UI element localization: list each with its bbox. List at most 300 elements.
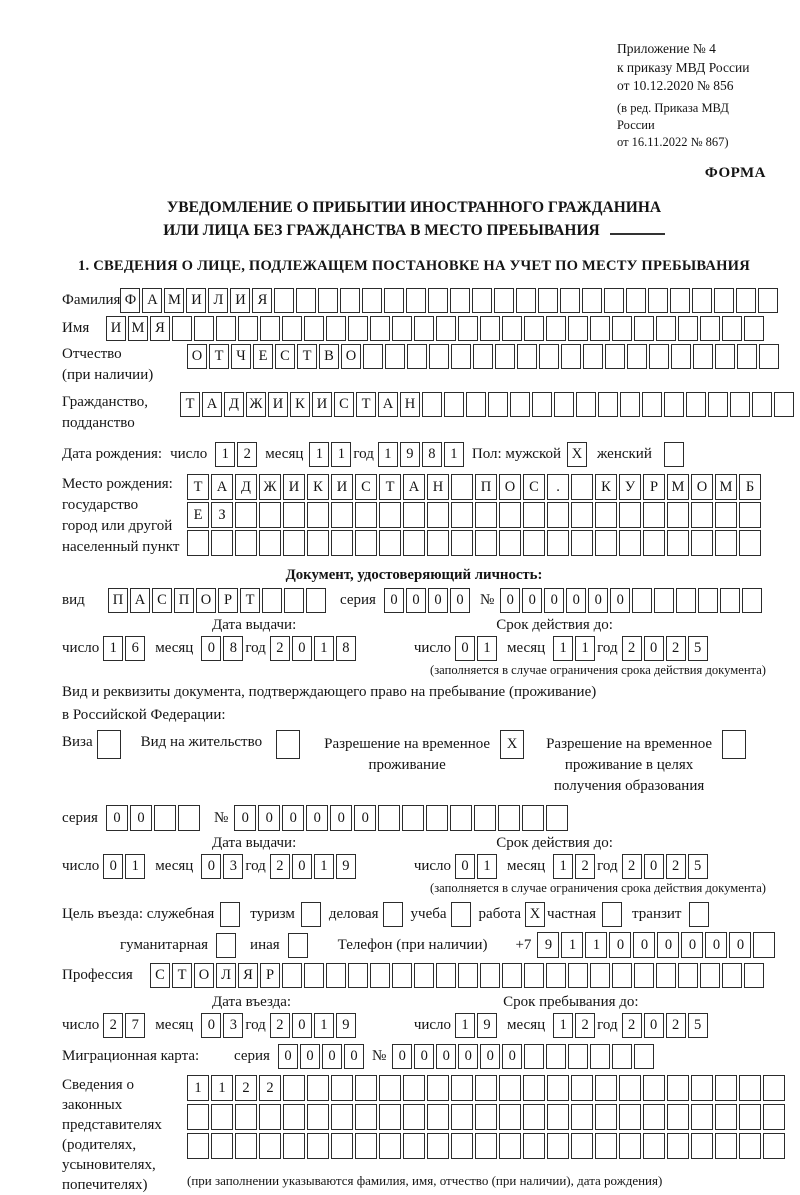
char-box[interactable] [331,1133,353,1159]
char-box[interactable] [583,344,603,369]
char-box[interactable]: 0 [633,932,655,958]
char-box[interactable] [691,1133,713,1159]
char-box[interactable] [235,530,257,556]
char-box[interactable] [403,502,425,528]
char-box[interactable] [379,1133,401,1159]
char-box[interactable] [283,1104,305,1130]
char-box[interactable]: Л [216,963,236,988]
char-box[interactable] [547,1104,569,1130]
char-box[interactable] [211,1133,233,1159]
char-box[interactable] [235,502,257,528]
char-box[interactable] [510,392,530,417]
char-box[interactable]: Л [208,288,228,313]
char-box[interactable] [739,1133,761,1159]
char-box[interactable]: 8 [223,636,243,661]
char-box[interactable]: 9 [477,1013,497,1038]
char-box[interactable] [488,392,508,417]
char-box[interactable] [355,502,377,528]
char-box[interactable]: 2 [622,636,642,661]
char-box[interactable] [590,316,610,341]
char-box[interactable]: О [691,474,713,500]
char-box[interactable] [378,805,400,831]
char-box[interactable]: 0 [428,588,448,613]
char-box[interactable] [480,963,500,988]
char-box[interactable] [414,963,434,988]
char-box[interactable] [634,1044,654,1069]
char-box[interactable]: О [187,344,207,369]
char-box[interactable] [730,392,750,417]
char-box[interactable] [568,963,588,988]
char-box[interactable] [414,316,434,341]
char-box[interactable]: 1 [314,636,334,661]
char-box[interactable] [693,344,713,369]
char-box[interactable] [451,1104,473,1130]
char-box[interactable] [406,288,426,313]
char-box[interactable] [664,392,684,417]
char-box[interactable] [451,502,473,528]
char-box[interactable]: 5 [688,636,708,661]
char-box[interactable] [451,1133,473,1159]
char-box[interactable]: И [312,392,332,417]
char-box[interactable]: М [667,474,689,500]
char-box[interactable] [620,392,640,417]
char-box[interactable]: 0 [544,588,564,613]
char-box[interactable]: Т [172,963,192,988]
char-box[interactable] [722,963,742,988]
char-box[interactable]: 0 [610,588,630,613]
char-box[interactable] [691,1104,713,1130]
char-box[interactable] [763,1075,785,1101]
char-box[interactable]: А [130,588,150,613]
char-box[interactable]: 2 [622,1013,642,1038]
char-box[interactable] [282,963,302,988]
char-box[interactable]: 2 [270,1013,290,1038]
char-box[interactable] [532,392,552,417]
char-box[interactable] [474,805,496,831]
char-box[interactable] [546,1044,566,1069]
char-box[interactable]: 9 [336,854,356,879]
char-box[interactable]: 2 [237,442,257,467]
char-box[interactable] [259,530,281,556]
char-box[interactable] [331,1075,353,1101]
char-box[interactable] [715,530,737,556]
char-box[interactable]: 2 [622,854,642,879]
char-box[interactable] [306,588,326,613]
char-box[interactable] [296,288,316,313]
char-box[interactable] [187,1133,209,1159]
char-box[interactable]: 1 [575,636,595,661]
char-box[interactable] [499,502,521,528]
char-box[interactable] [670,288,690,313]
char-box[interactable]: 0 [201,1013,221,1038]
char-box[interactable]: О [341,344,361,369]
char-box[interactable]: С [334,392,354,417]
char-box[interactable]: 1 [585,932,607,958]
char-box[interactable]: К [595,474,617,500]
char-box[interactable] [97,730,121,759]
char-box[interactable] [619,1075,641,1101]
char-box[interactable] [678,316,698,341]
char-box[interactable] [458,963,478,988]
char-box[interactable] [154,805,176,831]
char-box[interactable] [619,530,641,556]
char-box[interactable] [649,344,669,369]
char-box[interactable]: Н [400,392,420,417]
char-box[interactable] [384,288,404,313]
char-box[interactable]: 8 [422,442,442,467]
char-box[interactable] [301,902,321,927]
char-box[interactable]: 9 [400,442,420,467]
char-box[interactable]: И [331,474,353,500]
char-box[interactable] [759,344,779,369]
char-box[interactable] [648,288,668,313]
char-box[interactable]: А [378,392,398,417]
char-box[interactable] [714,288,734,313]
char-box[interactable]: 1 [553,636,573,661]
char-box[interactable] [499,1133,521,1159]
char-box[interactable] [523,1133,545,1159]
char-box[interactable]: З [211,502,233,528]
char-box[interactable] [466,392,486,417]
char-box[interactable] [547,530,569,556]
char-box[interactable]: 1 [125,854,145,879]
char-box[interactable] [547,1133,569,1159]
char-box[interactable] [720,588,740,613]
char-box[interactable]: 1 [477,636,497,661]
char-box[interactable] [475,530,497,556]
char-box[interactable] [698,588,718,613]
char-box[interactable]: С [152,588,172,613]
char-box[interactable]: 2 [666,854,686,879]
char-box[interactable]: 2 [235,1075,257,1101]
char-box[interactable] [700,963,720,988]
char-box[interactable] [194,316,214,341]
char-box[interactable]: 1 [215,442,235,467]
char-box[interactable]: 3 [223,854,243,879]
char-box[interactable] [715,344,735,369]
char-box[interactable]: Ж [259,474,281,500]
char-box[interactable] [715,1133,737,1159]
char-box[interactable] [259,502,281,528]
char-box[interactable]: X [525,902,545,927]
char-box[interactable] [656,316,676,341]
char-box[interactable]: 0 [455,636,475,661]
char-box[interactable]: 0 [681,932,703,958]
char-box[interactable]: 0 [292,1013,312,1038]
char-box[interactable] [656,963,676,988]
char-box[interactable]: М [715,474,737,500]
char-box[interactable]: 9 [336,1013,356,1038]
char-box[interactable]: А [202,392,222,417]
char-box[interactable] [450,288,470,313]
char-box[interactable] [568,316,588,341]
char-box[interactable]: 0 [458,1044,478,1069]
char-box[interactable] [436,316,456,341]
char-box[interactable]: 0 [392,1044,412,1069]
char-box[interactable]: Б [739,474,761,500]
char-box[interactable] [259,1104,281,1130]
char-box[interactable]: 0 [644,854,664,879]
char-box[interactable] [274,288,294,313]
char-box[interactable] [283,530,305,556]
char-box[interactable] [235,1104,257,1130]
char-box[interactable] [595,1075,617,1101]
char-box[interactable] [739,1104,761,1130]
char-box[interactable]: 2 [259,1075,281,1101]
char-box[interactable] [691,530,713,556]
char-box[interactable]: Ж [246,392,266,417]
char-box[interactable]: 1 [553,1013,573,1038]
char-box[interactable] [619,1104,641,1130]
char-box[interactable]: 3 [223,1013,243,1038]
char-box[interactable] [627,344,647,369]
char-box[interactable]: Т [356,392,376,417]
char-box[interactable] [172,316,192,341]
char-box[interactable] [758,288,778,313]
char-box[interactable] [546,316,566,341]
char-box[interactable] [664,442,684,467]
char-box[interactable] [523,1075,545,1101]
char-box[interactable] [307,1104,329,1130]
char-box[interactable] [700,316,720,341]
char-box[interactable] [495,344,515,369]
char-box[interactable]: 0 [103,854,123,879]
char-box[interactable]: Д [224,392,244,417]
char-box[interactable] [499,1075,521,1101]
char-box[interactable] [612,1044,632,1069]
char-box[interactable] [739,530,761,556]
char-box[interactable] [304,316,324,341]
char-box[interactable]: Ф [120,288,140,313]
char-box[interactable] [547,1075,569,1101]
char-box[interactable] [547,502,569,528]
char-box[interactable] [355,1133,377,1159]
char-box[interactable] [475,502,497,528]
char-box[interactable]: 0 [406,588,426,613]
char-box[interactable] [715,1104,737,1130]
char-box[interactable] [451,344,471,369]
char-box[interactable]: 5 [688,854,708,879]
char-box[interactable]: 2 [575,1013,595,1038]
char-box[interactable] [516,288,536,313]
char-box[interactable] [348,316,368,341]
char-box[interactable] [475,1104,497,1130]
char-box[interactable] [667,530,689,556]
char-box[interactable] [595,502,617,528]
char-box[interactable] [331,1104,353,1130]
char-box[interactable]: Т [209,344,229,369]
char-box[interactable]: Р [260,963,280,988]
char-box[interactable]: 6 [125,636,145,661]
char-box[interactable]: 9 [537,932,559,958]
char-box[interactable] [634,316,654,341]
char-box[interactable]: 0 [344,1044,364,1069]
char-box[interactable] [427,1104,449,1130]
char-box[interactable]: 1 [553,854,573,879]
char-box[interactable] [403,530,425,556]
char-box[interactable]: 0 [609,932,631,958]
char-box[interactable]: У [619,474,641,500]
char-box[interactable] [576,392,596,417]
char-box[interactable] [554,392,574,417]
char-box[interactable] [602,902,622,927]
char-box[interactable]: 1 [331,442,351,467]
char-box[interactable]: 1 [314,854,334,879]
char-box[interactable] [667,1104,689,1130]
char-box[interactable]: Ч [231,344,251,369]
char-box[interactable] [689,902,709,927]
char-box[interactable]: 2 [666,1013,686,1038]
char-box[interactable]: 0 [502,1044,522,1069]
char-box[interactable]: 0 [384,588,404,613]
char-box[interactable] [502,316,522,341]
char-box[interactable]: И [186,288,206,313]
char-box[interactable]: П [108,588,128,613]
char-box[interactable] [763,1133,785,1159]
char-box[interactable] [307,530,329,556]
char-box[interactable] [539,344,559,369]
char-box[interactable] [774,392,794,417]
char-box[interactable] [744,316,764,341]
char-box[interactable]: К [307,474,329,500]
char-box[interactable]: А [211,474,233,500]
char-box[interactable] [444,392,464,417]
char-box[interactable] [590,963,610,988]
char-box[interactable]: 0 [300,1044,320,1069]
char-box[interactable]: 2 [270,854,290,879]
char-box[interactable] [480,316,500,341]
char-box[interactable] [626,288,646,313]
char-box[interactable] [667,1133,689,1159]
char-box[interactable] [187,1104,209,1130]
char-box[interactable] [216,933,236,958]
char-box[interactable] [752,392,772,417]
char-box[interactable] [427,502,449,528]
char-box[interactable] [451,1075,473,1101]
char-box[interactable] [259,1133,281,1159]
char-box[interactable] [763,1104,785,1130]
char-box[interactable] [475,1133,497,1159]
char-box[interactable] [355,1104,377,1130]
char-box[interactable]: О [196,588,216,613]
char-box[interactable] [634,963,654,988]
char-box[interactable]: Е [187,502,209,528]
char-box[interactable] [595,1104,617,1130]
char-box[interactable] [736,288,756,313]
char-box[interactable] [276,730,300,759]
char-box[interactable]: 0 [330,805,352,831]
char-box[interactable] [517,344,537,369]
char-box[interactable] [546,805,568,831]
char-box[interactable] [427,1133,449,1159]
char-box[interactable] [326,963,346,988]
char-box[interactable] [403,1104,425,1130]
char-box[interactable]: Д [235,474,257,500]
char-box[interactable] [475,1075,497,1101]
char-box[interactable]: Т [297,344,317,369]
char-box[interactable] [582,288,602,313]
char-box[interactable]: 1 [455,1013,475,1038]
char-box[interactable]: 0 [566,588,586,613]
char-box[interactable] [307,1075,329,1101]
char-box[interactable]: М [164,288,184,313]
char-box[interactable] [498,805,520,831]
char-box[interactable]: 0 [130,805,152,831]
char-box[interactable]: С [150,963,170,988]
char-box[interactable]: 0 [354,805,376,831]
char-box[interactable] [742,588,762,613]
char-box[interactable]: Т [240,588,260,613]
char-box[interactable] [619,1133,641,1159]
char-box[interactable] [355,530,377,556]
char-box[interactable]: 0 [201,636,221,661]
char-box[interactable]: Т [379,474,401,500]
char-box[interactable] [598,392,618,417]
char-box[interactable]: П [174,588,194,613]
char-box[interactable] [211,530,233,556]
char-box[interactable]: Р [643,474,665,500]
char-box[interactable]: 7 [125,1013,145,1038]
char-box[interactable] [538,288,558,313]
char-box[interactable] [524,316,544,341]
char-box[interactable] [692,288,712,313]
char-box[interactable]: М [128,316,148,341]
char-box[interactable] [739,502,761,528]
char-box[interactable] [340,288,360,313]
char-box[interactable]: X [500,730,524,759]
char-box[interactable] [524,963,544,988]
char-box[interactable] [282,316,302,341]
char-box[interactable]: С [523,474,545,500]
char-box[interactable]: И [283,474,305,500]
char-box[interactable] [427,530,449,556]
char-box[interactable] [642,392,662,417]
char-box[interactable] [604,288,624,313]
char-box[interactable] [671,344,691,369]
char-box[interactable]: 0 [729,932,751,958]
char-box[interactable]: 1 [561,932,583,958]
char-box[interactable]: Я [252,288,272,313]
char-box[interactable] [283,502,305,528]
char-box[interactable] [499,1104,521,1130]
char-box[interactable] [744,963,764,988]
char-box[interactable] [348,963,368,988]
char-box[interactable] [383,902,403,927]
char-box[interactable]: 0 [455,854,475,879]
char-box[interactable] [458,316,478,341]
char-box[interactable] [619,502,641,528]
char-box[interactable] [262,588,282,613]
char-box[interactable] [523,530,545,556]
char-box[interactable] [283,1075,305,1101]
char-box[interactable] [643,530,665,556]
char-box[interactable] [451,530,473,556]
char-box[interactable] [722,730,746,759]
char-box[interactable]: А [403,474,425,500]
char-box[interactable] [379,1104,401,1130]
char-box[interactable] [326,316,346,341]
char-box[interactable]: 5 [688,1013,708,1038]
char-box[interactable] [428,288,448,313]
char-box[interactable] [450,805,472,831]
char-box[interactable] [379,502,401,528]
char-box[interactable] [715,1075,737,1101]
char-box[interactable] [643,1075,665,1101]
char-box[interactable] [722,316,742,341]
char-box[interactable] [379,1075,401,1101]
char-box[interactable] [571,530,593,556]
char-box[interactable]: В [319,344,339,369]
